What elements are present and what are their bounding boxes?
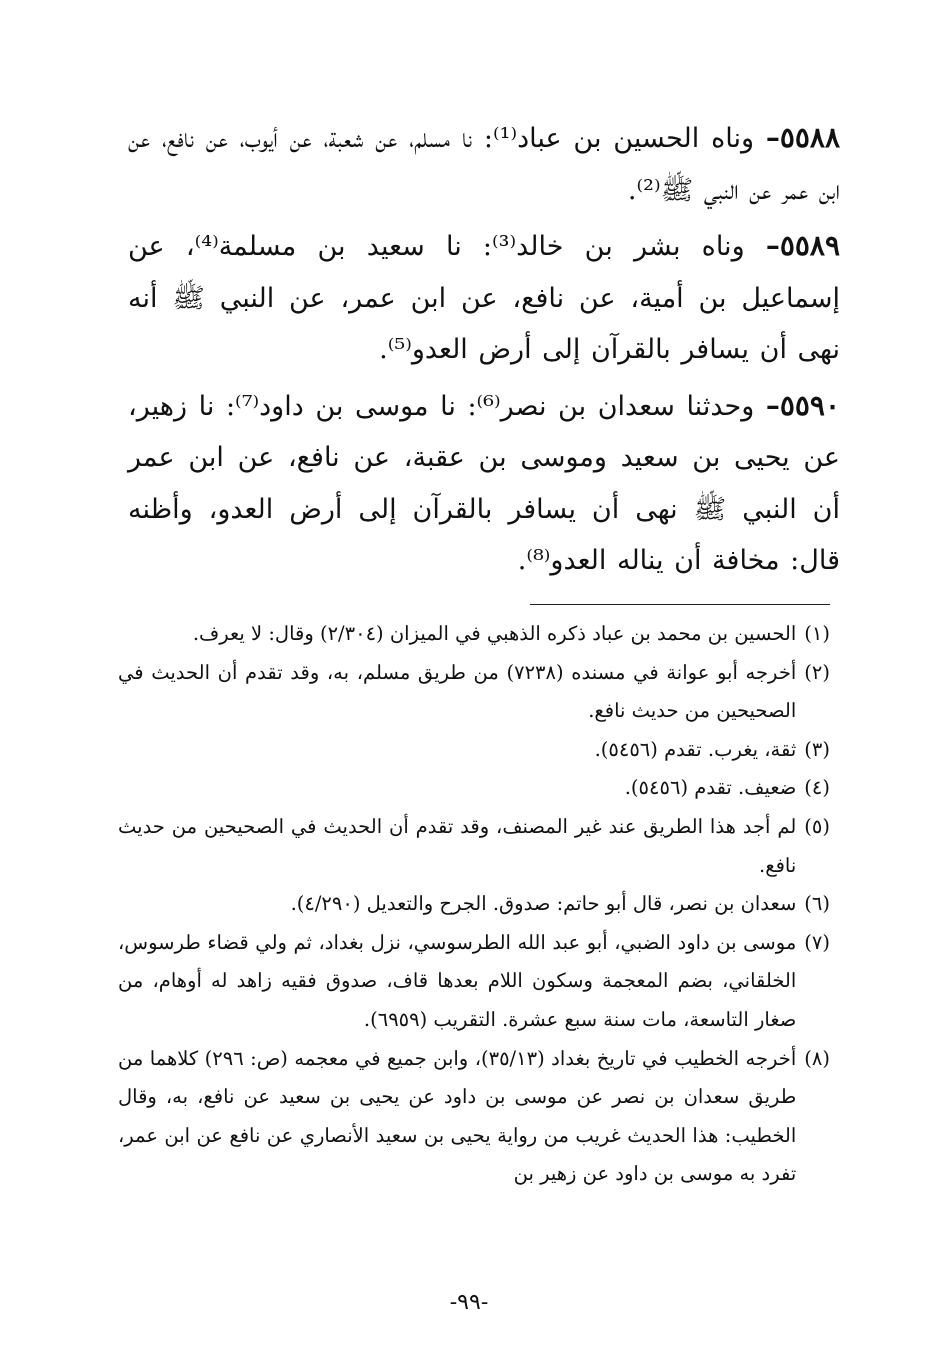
hadith-dash: – xyxy=(765,388,780,422)
footnote-8 xyxy=(118,1040,830,1194)
hadith-number: ٥٥٨٨ xyxy=(779,121,840,154)
footnote-number: (٥) xyxy=(804,814,830,838)
footnote-text: ضعيف. تقدم (٥٤٥٦). xyxy=(624,776,797,800)
footnote-3 xyxy=(118,731,830,770)
page-number: -٩٩- xyxy=(449,1290,489,1315)
hadith-number: ٥٥٨٩ xyxy=(779,229,840,262)
footnote-6 xyxy=(118,885,830,924)
hadith-5589 xyxy=(128,220,840,376)
footnote-number: (٧) xyxy=(804,930,830,954)
footnote-text: ثقة، يغرب. تقدم (٥٤٥٦). xyxy=(594,737,797,761)
footnote-number: (١) xyxy=(804,622,830,645)
footnote-1 xyxy=(118,615,830,654)
footnote-5 xyxy=(118,808,830,885)
footnote-number: (٨) xyxy=(804,1046,830,1070)
footnote-text: موسى بن داود الضبي، أبو عبد الله الطرسوسي، نزل بغداد، ثم ولي قضاء طرسوس، الخلقاني، بضم المعجمة وسكون اللام بعدها قاف، صدوق فقيه زاهد له أوهام، من صغار التاسعة، مات سنة سبع عشرة. التقريب (٦٩٥٩). xyxy=(118,930,797,1031)
hadith-number: ٥٥٩٠ xyxy=(779,388,840,422)
footnote-7 xyxy=(118,924,830,1040)
hadith-text: وناه الحسين بن عباد⁽¹⁾: نا مسلم، عن شعبة، عن أيوب، عن نافع، عن ابن عمر عن النبي ﷺ⁽²⁾. xyxy=(128,123,840,206)
footnote-number: (٦) xyxy=(804,892,830,916)
hadith-text: وناه بشر بن خالد⁽³⁾: نا سعيد بن مسلمة⁽⁴⁾، عن إسماعيل بن أمية، عن نافع، عن ابن عمر، عن النبي ﷺ أنه نهى أن يسافر بالقرآن إلى أرض العدو⁽⁵⁾. xyxy=(128,231,840,365)
hadith-dash: – xyxy=(765,229,780,262)
footnote-text: الحسين بن محمد بن عباد ذكره الذهبي في الميزان (٢/٣٠٤) وقال: لا يعرف. xyxy=(192,622,797,645)
hadith-5590 xyxy=(128,380,840,587)
hadith-5588 xyxy=(128,112,840,216)
footnote-number: (٢) xyxy=(804,660,830,684)
main-text xyxy=(128,112,840,591)
footnote-text: أخرجه الخطيب في تاريخ بغداد (٣٥/١٣)، وابن جميع في معجمه (ص: ٢٩٦) كلاهما من طريق سعدان بن نصر عن موسى بن داود عن يحيى بن سعيد عن نافع، به، وقال الخطيب: هذا الحديث غريب من رواية يحيى بن سعيد الأنصاري عن نافع عن ابن عمر، تفرد به موسى بن داود عن زهير بن xyxy=(118,1046,797,1186)
footnote-2 xyxy=(118,654,830,731)
footnote-number: (٣) xyxy=(804,737,830,761)
footnote-text: لم أجد هذا الطريق عند غير المصنف، وقد تقدم أن الحديث في الصحيحين من حديث نافع. xyxy=(118,814,797,877)
hadith-dash: – xyxy=(765,121,780,154)
footnote-4 xyxy=(118,769,830,808)
footnotes xyxy=(118,615,830,1194)
footnote-text: سعدان بن نصر، قال أبو حاتم: صدوق. الجرح والتعديل (٤/٢٩٠). xyxy=(290,892,797,916)
footnote-separator xyxy=(530,604,830,605)
footnote-text: أخرجه أبو عوانة في مسنده (٧٢٣٨) من طريق مسلم، به، وقد تقدم أن الحديث في الصحيحين من حديث نافع. xyxy=(118,660,797,723)
hadith-text: وحدثنا سعدان بن نصر⁽⁶⁾: نا موسى بن داود⁽⁷⁾: نا زهير، عن يحيى بن سعيد وموسى بن عقبة، عن نافع، عن ابن عمر أن النبي ﷺ نهى أن يسافر بالقرآن إلى أرض العدو، وأظنه قال: مخافة أن يناله العدو⁽⁸⁾. xyxy=(128,390,840,576)
footnote-number: (٤) xyxy=(804,776,830,800)
